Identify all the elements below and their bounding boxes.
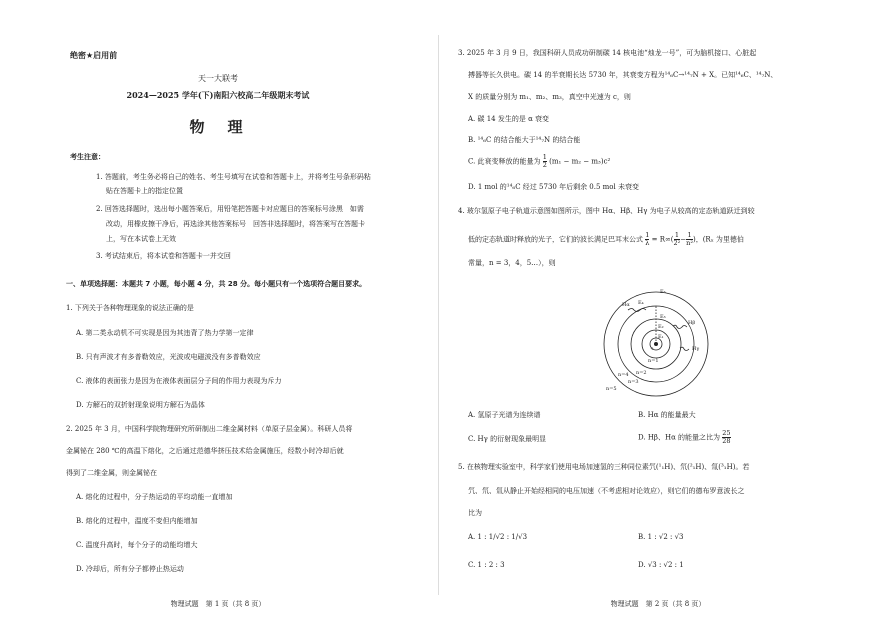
energy-label: E₃: [660, 314, 666, 320]
q2-option-a: A. 熔化的过程中，分子热运动的平均动能一直增加: [76, 493, 233, 501]
fraction: $\frac{1}{\text{n²}}$: [686, 231, 693, 247]
notice-line: 上，写在本试卷上无效: [106, 235, 176, 243]
question-3-stem: 3. 2025 年 3 月 9 日，我国科研人员成功研制碳 14 核电池“烛龙一号”，可为脑机接口、心脏起: [458, 49, 757, 57]
q3-option-c-text: C. 此衰变释放的能量为: [468, 157, 541, 166]
question-5-stem: 氕、氘、氚从静止开始经相同的电压加速（不考虑相对论效应），则它们的德布罗意波长之: [468, 487, 745, 495]
q4-option-c: C. Hγ 的衍射现象最明显: [468, 435, 547, 443]
fraction: $\frac{25}{28}$: [722, 429, 731, 445]
energy-label: E₁: [658, 334, 664, 340]
q4-option-d: D. Hβ、Hα 的能量之比为 $\frac{25}{28}$: [638, 429, 731, 445]
orbit-label: n=3: [628, 379, 639, 385]
q2-option-c: C. 温度升高时，每个分子的动能均增大: [76, 541, 198, 549]
q3-option-b: B. ¹⁴₆C 的结合能大于¹⁴₇N 的结合能: [468, 136, 581, 144]
exam-title: 2024—2025 学年(下)南阳六校高二年级期末考试: [126, 90, 310, 100]
q1-option-d: D. 方解石的双折射现象说明方解石为晶体: [76, 401, 205, 409]
secret-mark: 绝密★启用前: [70, 51, 118, 60]
orbit-label: n=5: [606, 386, 617, 392]
section-heading: 一、单项选择题：本题共 7 小题，每小题 4 分，共 28 分。每小题只有一个选项符合题目要求。: [66, 280, 367, 288]
orbit-label: n=4: [618, 372, 629, 378]
fraction: $\frac{1}{\lambda}$: [645, 231, 650, 247]
notice-header: 考生注意：: [70, 153, 105, 161]
question-4-stem: 4. 玻尔氢原子电子轨道示意图如图所示，图中 Hα、Hβ、Hγ 为电子从较高的定态轨道跃迁到较: [458, 207, 755, 215]
q3-option-c-formula: (m₁ − m₂ − m₃)c²: [549, 157, 611, 166]
page-2: [448, 0, 868, 629]
q2-option-b: B. 熔化的过程中，温度不变但内能增加: [76, 517, 198, 525]
page-footer: 物理试题 第 1 页（共 8 页）: [170, 600, 266, 608]
notice-line: 1. 答题前，考生务必将自己的姓名、考生号填写在试卷和答题卡上，并将考生号条形码粘: [96, 173, 371, 181]
photon-label: Hγ: [692, 346, 700, 352]
q5-option-d: D. √3 : √2 : 1: [638, 561, 684, 569]
question-2-stem: 2. 2025 年 3 月，中国科学院物理研究所研制出二维金属材料（单原子层金属）。科研人员将: [66, 425, 353, 433]
q4-option-b: B. Hα 的能量最大: [638, 411, 696, 419]
nucleus-label: +: [650, 346, 655, 352]
nucleus: [654, 342, 658, 346]
q5-option-a: A. 1 : 1/√2 : 1/√3: [468, 533, 528, 541]
energy-label: E₂: [658, 324, 664, 330]
bohr-orbit-diagram: [588, 282, 748, 397]
photon-wave-h-gamma: [680, 347, 689, 350]
question-1-stem: 1. 下列关于各种物理现象的说法正确的是: [66, 304, 194, 312]
page-1: [8, 0, 428, 629]
question-5-stem: 比为: [468, 509, 482, 517]
q3-option-d: D. 1 mol 的¹⁴₆C 经过 5730 年后剩余 0.5 mol 未衰变: [468, 183, 639, 191]
page-footer: 物理试题 第 2 页（共 8 页）: [610, 600, 706, 608]
q1-option-a: A. 第二类永动机不可实现是因为其违背了热力学第一定律: [76, 329, 254, 337]
q5-option-c: C. 1 : 2 : 3: [468, 561, 505, 569]
page-divider: [438, 35, 439, 595]
subject-title: 物 理: [189, 118, 247, 136]
fraction: $\frac{1}{2}$: [542, 153, 547, 169]
question-2-stem: 金属铋在 280 ℃的高温下熔化，之后通过范德华挤压技术给金属施压，经数小时冷却后就: [66, 447, 344, 455]
photon-label: Hα: [622, 302, 630, 308]
q1-option-c: C. 液体的表面张力是因为在液体表面层分子间的作用力表现为斥力: [76, 377, 282, 385]
question-5-stem: 5. 在核物理实验室中，科学家们使用电场加速氢的三种同位素氕(¹₁H)、氘(²₁H)、氚(³₁H)。若: [458, 463, 750, 471]
q3-option-a: A. 碳 14 发生的是 α 衰变: [468, 115, 550, 123]
orbit-label: n=1: [648, 358, 659, 364]
notice-line: 贴在答题卡上的指定位置: [106, 187, 183, 195]
q3-option-c: [468, 154, 610, 169]
q1-option-b: B. 只有声波才有多普勒效应，光波或电磁波没有多普勒效应: [76, 353, 261, 361]
question-3-stem: 搏器等长久供电。碳 14 的半衰期长达 5730 年，其衰变方程为¹⁴₆C→¹⁴₇N + X。已知¹⁴₆C、¹⁴₇N、: [468, 71, 778, 79]
orbit-label: n=2: [636, 370, 647, 376]
exam-org: 天一大联考: [198, 74, 238, 83]
notice-line: 3. 考试结束后，将本试卷和答题卡一并交回: [96, 252, 231, 260]
q2-option-d: D. 冷却后，所有分子都停止热运动: [76, 565, 184, 573]
photon-label: Hβ: [688, 320, 696, 326]
notice-line: 改动，用橡皮擦干净后，再选涂其他答案标号 回答非选择题时，将答案写在答题卡: [106, 220, 365, 228]
energy-label: E₅: [660, 289, 666, 295]
question-3-stem: X 的质量分别为 m₁、m₂、m₃，真空中光速为 c，则: [468, 93, 631, 101]
question-2-stem: 得到了二维金属，则金属铋在: [66, 469, 157, 477]
fraction: $\frac{1}{\text{2²}}$: [673, 231, 681, 247]
q4-option-a: A. 氢原子光谱为连续谱: [468, 411, 541, 419]
q5-option-b: B. 1 : √2 : √3: [638, 533, 684, 541]
notice-line: 2. 回答选择题时，选出每小题答案后，用铅笔把答题卡对应题目的答案标号涂黑 如需: [96, 205, 364, 213]
question-4-stem: 常量，n = 3，4，5…），则: [468, 259, 556, 267]
question-4-stem-line: 低的定态轨道时释放的光子，它们的波长满足巴耳末公式 $\frac{1}{\lambda}$ = R∞( $\frac{1}{\text{2²}}$ − $\frac{1}{\text{n²}}$ )，(Rₓ 为里德伯: [468, 231, 744, 247]
energy-label: E₄: [638, 300, 644, 306]
